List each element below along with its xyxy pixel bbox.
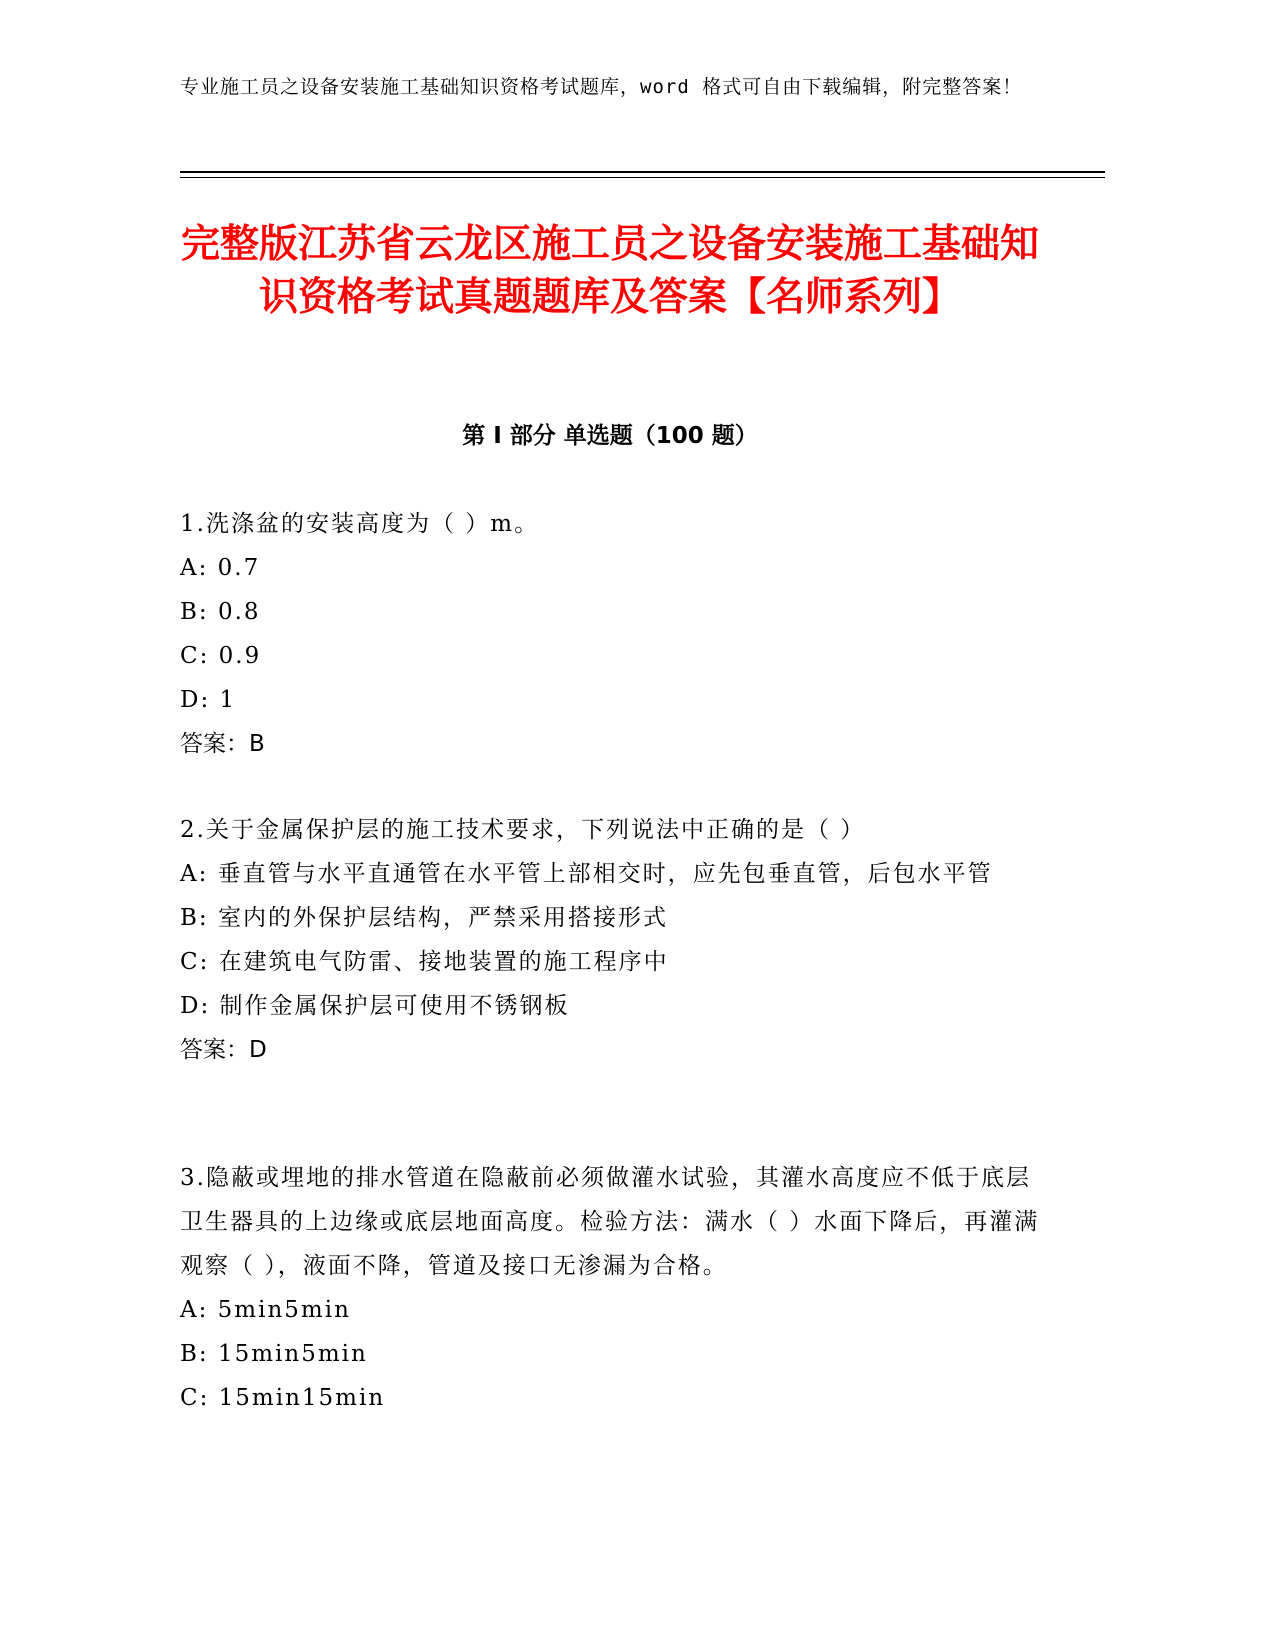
question-stem: 3.隐蔽或埋地的排水管道在隐蔽前必须做灌水试验，其灌水高度应不低于底层卫生器具的上边缘或底层地面高度。检验方法：满水（ ）水面下降后，再灌满观察（ ），液面不降，管道及接口无渗漏为合格。 xyxy=(180,1165,1040,1279)
option-a: A: 垂直管与水平直通管在水平管上部相交时，应先包垂直管，后包水平管 xyxy=(180,861,993,887)
header-note: 专业施工员之设备安装施工基础知识资格考试题库，word 格式可自由下载编辑，附完整答案！ xyxy=(180,76,1023,98)
option-b: B: 15min5min xyxy=(180,1341,368,1367)
option-c: C: 在建筑电气防雷、接地装置的施工程序中 xyxy=(180,949,669,975)
option-a: A: 5min5min xyxy=(180,1297,351,1323)
question-3 xyxy=(180,1156,1040,1420)
header-rule-thick xyxy=(180,171,1105,173)
option-b: B: 室内的外保护层结构，严禁采用搭接形式 xyxy=(180,905,668,931)
header-rule-thin xyxy=(180,177,1105,178)
option-c: C: 15min15min xyxy=(180,1385,386,1411)
option-b: B: 0.8 xyxy=(180,599,261,625)
section-title: 第 I 部分 单选题（100 题） xyxy=(462,423,758,449)
document-title: 完整版江苏省云龙区施工员之设备安装施工基础知识资格考试真题题库及答案【名师系列】 xyxy=(180,222,1039,320)
answer-line: 答案：B xyxy=(180,731,265,757)
option-d: D: 1 xyxy=(180,687,237,713)
option-d: D: 制作金属保护层可使用不锈钢板 xyxy=(180,993,570,1019)
option-c: C: 0.9 xyxy=(180,643,262,669)
question-stem: 1.洗涤盆的安装高度为（ ）m。 xyxy=(180,511,540,537)
option-a: A: 0.7 xyxy=(180,555,261,581)
question-2 xyxy=(180,808,1040,1072)
answer-line: 答案：D xyxy=(180,1037,267,1063)
question-1 xyxy=(180,502,1040,766)
question-stem: 2.关于金属保护层的施工技术要求，下列说法中正确的是（ ） xyxy=(180,817,866,843)
